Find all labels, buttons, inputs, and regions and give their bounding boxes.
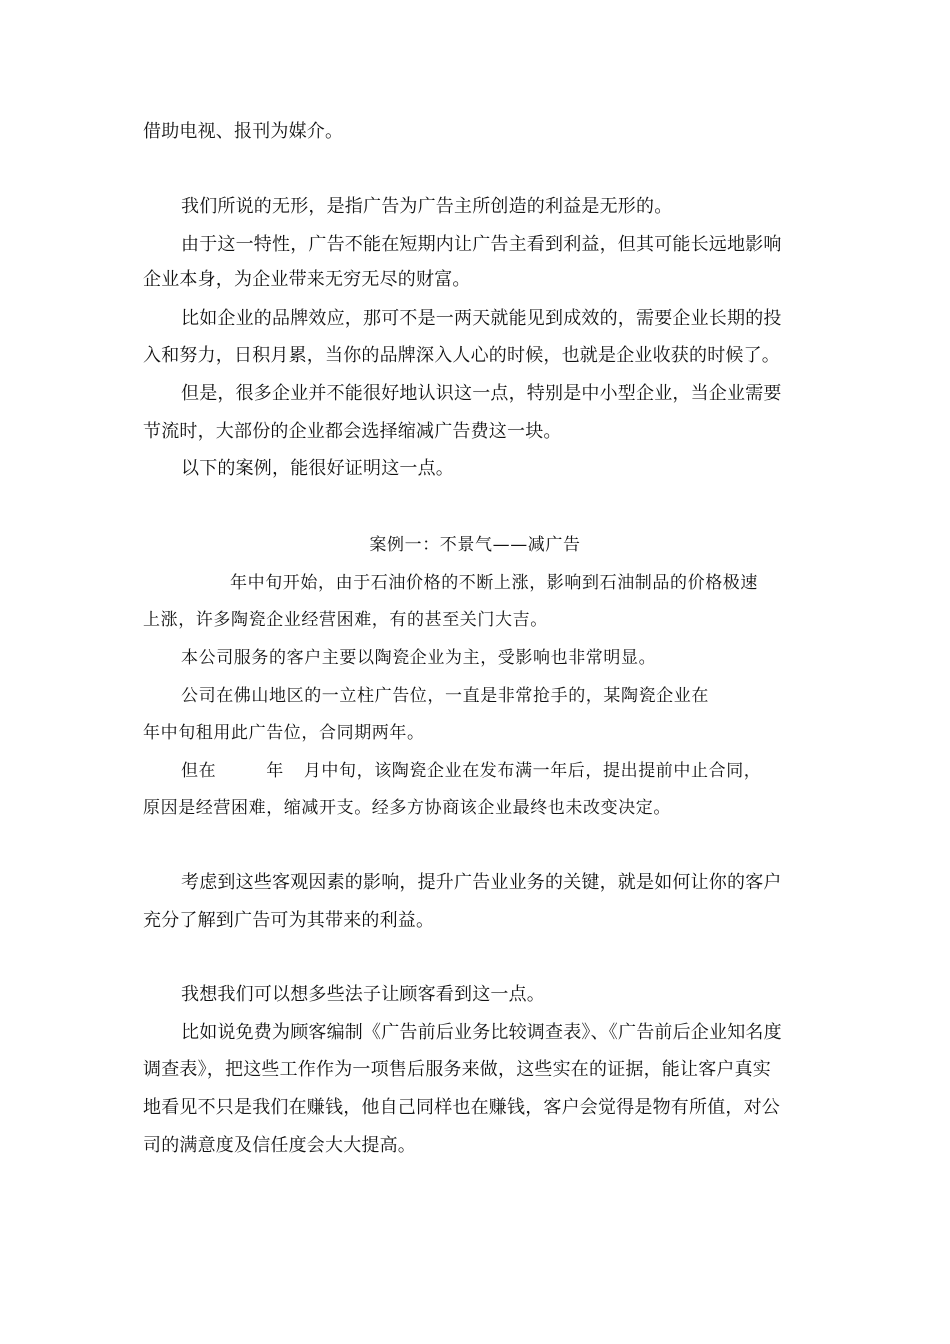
case-line: 上涨，许多陶瓷企业经营困难，有的甚至关门大吉。	[143, 610, 548, 630]
paragraph-line: 充分了解到广告可为其带来的利益。	[143, 910, 435, 931]
case-text: 月中旬，该陶瓷企业在发布满一年后，提出提前中止合同，	[303, 761, 762, 781]
paragraph-line: 考虑到这些客观因素的影响，提升广告业业务的关键，就是如何让你的客户	[181, 872, 782, 893]
case-text: 但在	[181, 761, 217, 781]
paragraph-line: 企业本身，为企业带来无穷无尽的财富。	[143, 269, 471, 290]
paragraph-line: 我想我们可以想多些法子让顾客看到这一点。	[181, 984, 545, 1005]
paragraph-line: 以下的案例，能很好证明这一点。	[181, 458, 454, 479]
case-line	[181, 759, 761, 783]
paragraph-line: 但是，很多企业并不能很好地认识这一点，特别是中小型企业，当企业需要	[181, 383, 782, 404]
paragraph-line: 比如企业的品牌效应，那可不是一两天就能见到成效的，需要企业长期的投	[181, 308, 782, 329]
paragraph-line: 入和努力，日积月累，当你的品牌深入人心的时候，也就是企业收获的时候了。	[143, 345, 780, 366]
paragraph-line: 调查表》，把这些工作作为一项售后服务来做，这些实在的证据，能让客户真实	[143, 1059, 771, 1080]
case-text: 年	[266, 761, 284, 781]
case-line: 本公司服务的客户主要以陶瓷企业为主，受影响也非常明显。	[181, 648, 657, 668]
paragraph-line: 我们所说的无形，是指广告为广告主所创造的利益是无形的。	[181, 196, 673, 217]
case-line: 公司在佛山地区的一立柱广告位，一直是非常抢手的，某陶瓷企业在	[181, 686, 709, 706]
paragraph-line: 比如说免费为顾客编制《广告前后业务比较调查表》、《广告前后企业知名度	[181, 1022, 782, 1043]
paragraph-line: 司的满意度及信任度会大大提高。	[143, 1135, 416, 1156]
paragraph-line: 借助电视、报刊为媒介。	[143, 121, 344, 142]
paragraph-line: 由于这一特性，广告不能在短期内让广告主看到利益，但其可能长远地影响	[181, 234, 782, 255]
paragraph-line: 节流时，大部份的企业都会选择缩减广告费这一块。	[143, 421, 562, 442]
case-line: 原因是经营困难，缩减开支。经多方协商该企业最终也未改变决定。	[143, 798, 671, 818]
case-line: 年中旬租用此广告位，合同期两年。	[143, 723, 425, 743]
case-line: 年中旬开始，由于石油价格的不断上涨，影响到石油制品的价格极速	[230, 573, 758, 593]
case-title: 案例一：不景气——减广告	[369, 535, 581, 555]
paragraph-line: 地看见不只是我们在赚钱，他自己同样也在赚钱，客户会觉得是物有所值，对公	[143, 1097, 780, 1118]
